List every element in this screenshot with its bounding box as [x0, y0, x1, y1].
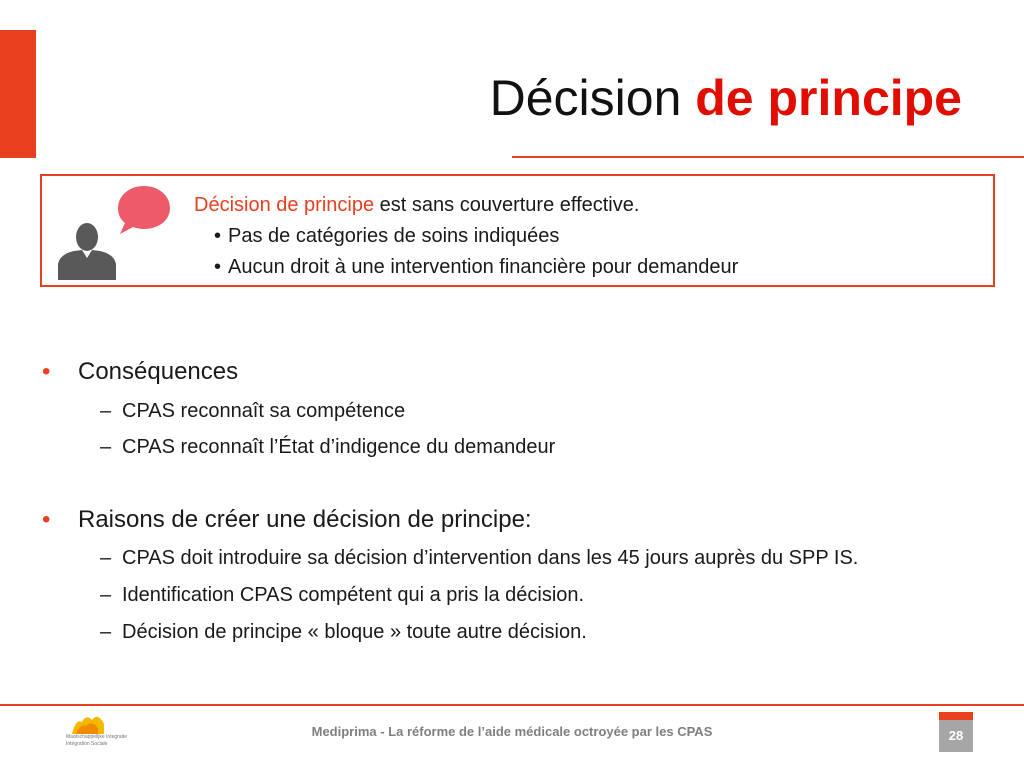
dash-icon: – [100, 547, 112, 569]
page-number-badge: 28 [939, 712, 973, 752]
title-underline [512, 156, 1024, 158]
list-item: – Identification CPAS compétent qui a pris la décision. [100, 581, 584, 609]
footer-caption: Mediprima - La réforme de l’aide médicale octroyée par les CPAS [311, 724, 713, 739]
list-item: – Décision de principe « bloque » toute autre décision. [100, 618, 587, 646]
list-item: – CPAS reconnaît sa compétence [100, 397, 405, 425]
callout-list [194, 221, 738, 283]
accent-bar [0, 30, 36, 158]
list-item: – CPAS reconnaît l’État d’indigence du demandeur [100, 433, 555, 461]
section-heading-consequences: • Conséquences [42, 358, 239, 385]
callout-item: • Pas de catégories de soins indiquées [194, 221, 738, 252]
logo-text: Maatschappelijke Integratie Intégration Sociale [66, 734, 127, 747]
callout-item: • Aucun droit à une intervention financière pour demandeur [194, 252, 738, 283]
title-accent: de principe [695, 70, 962, 126]
callout-lead-rest: est sans couverture effective. [374, 194, 640, 216]
callout-highlight: Décision de principe [194, 194, 375, 216]
dash-icon: – [100, 400, 112, 422]
person-icon [56, 220, 118, 280]
callout-text [194, 190, 738, 283]
speech-bubble-icon [116, 184, 172, 236]
title-plain: Décision [489, 70, 696, 126]
section-heading-raisons: • Raisons de créer une décision de principe: [42, 506, 532, 533]
bullet-icon: • [42, 506, 51, 533]
bullet-icon: • [42, 358, 51, 385]
dash-icon: – [100, 621, 112, 643]
page-title [490, 66, 962, 130]
dash-icon: – [100, 436, 112, 458]
callout-lead [194, 190, 738, 221]
footer-divider [0, 704, 1024, 706]
info-callout [40, 174, 995, 287]
list-item: – CPAS doit introduire sa décision d’intervention dans les 45 jours auprès du SPP IS. [100, 544, 858, 572]
dash-icon: – [100, 584, 112, 606]
